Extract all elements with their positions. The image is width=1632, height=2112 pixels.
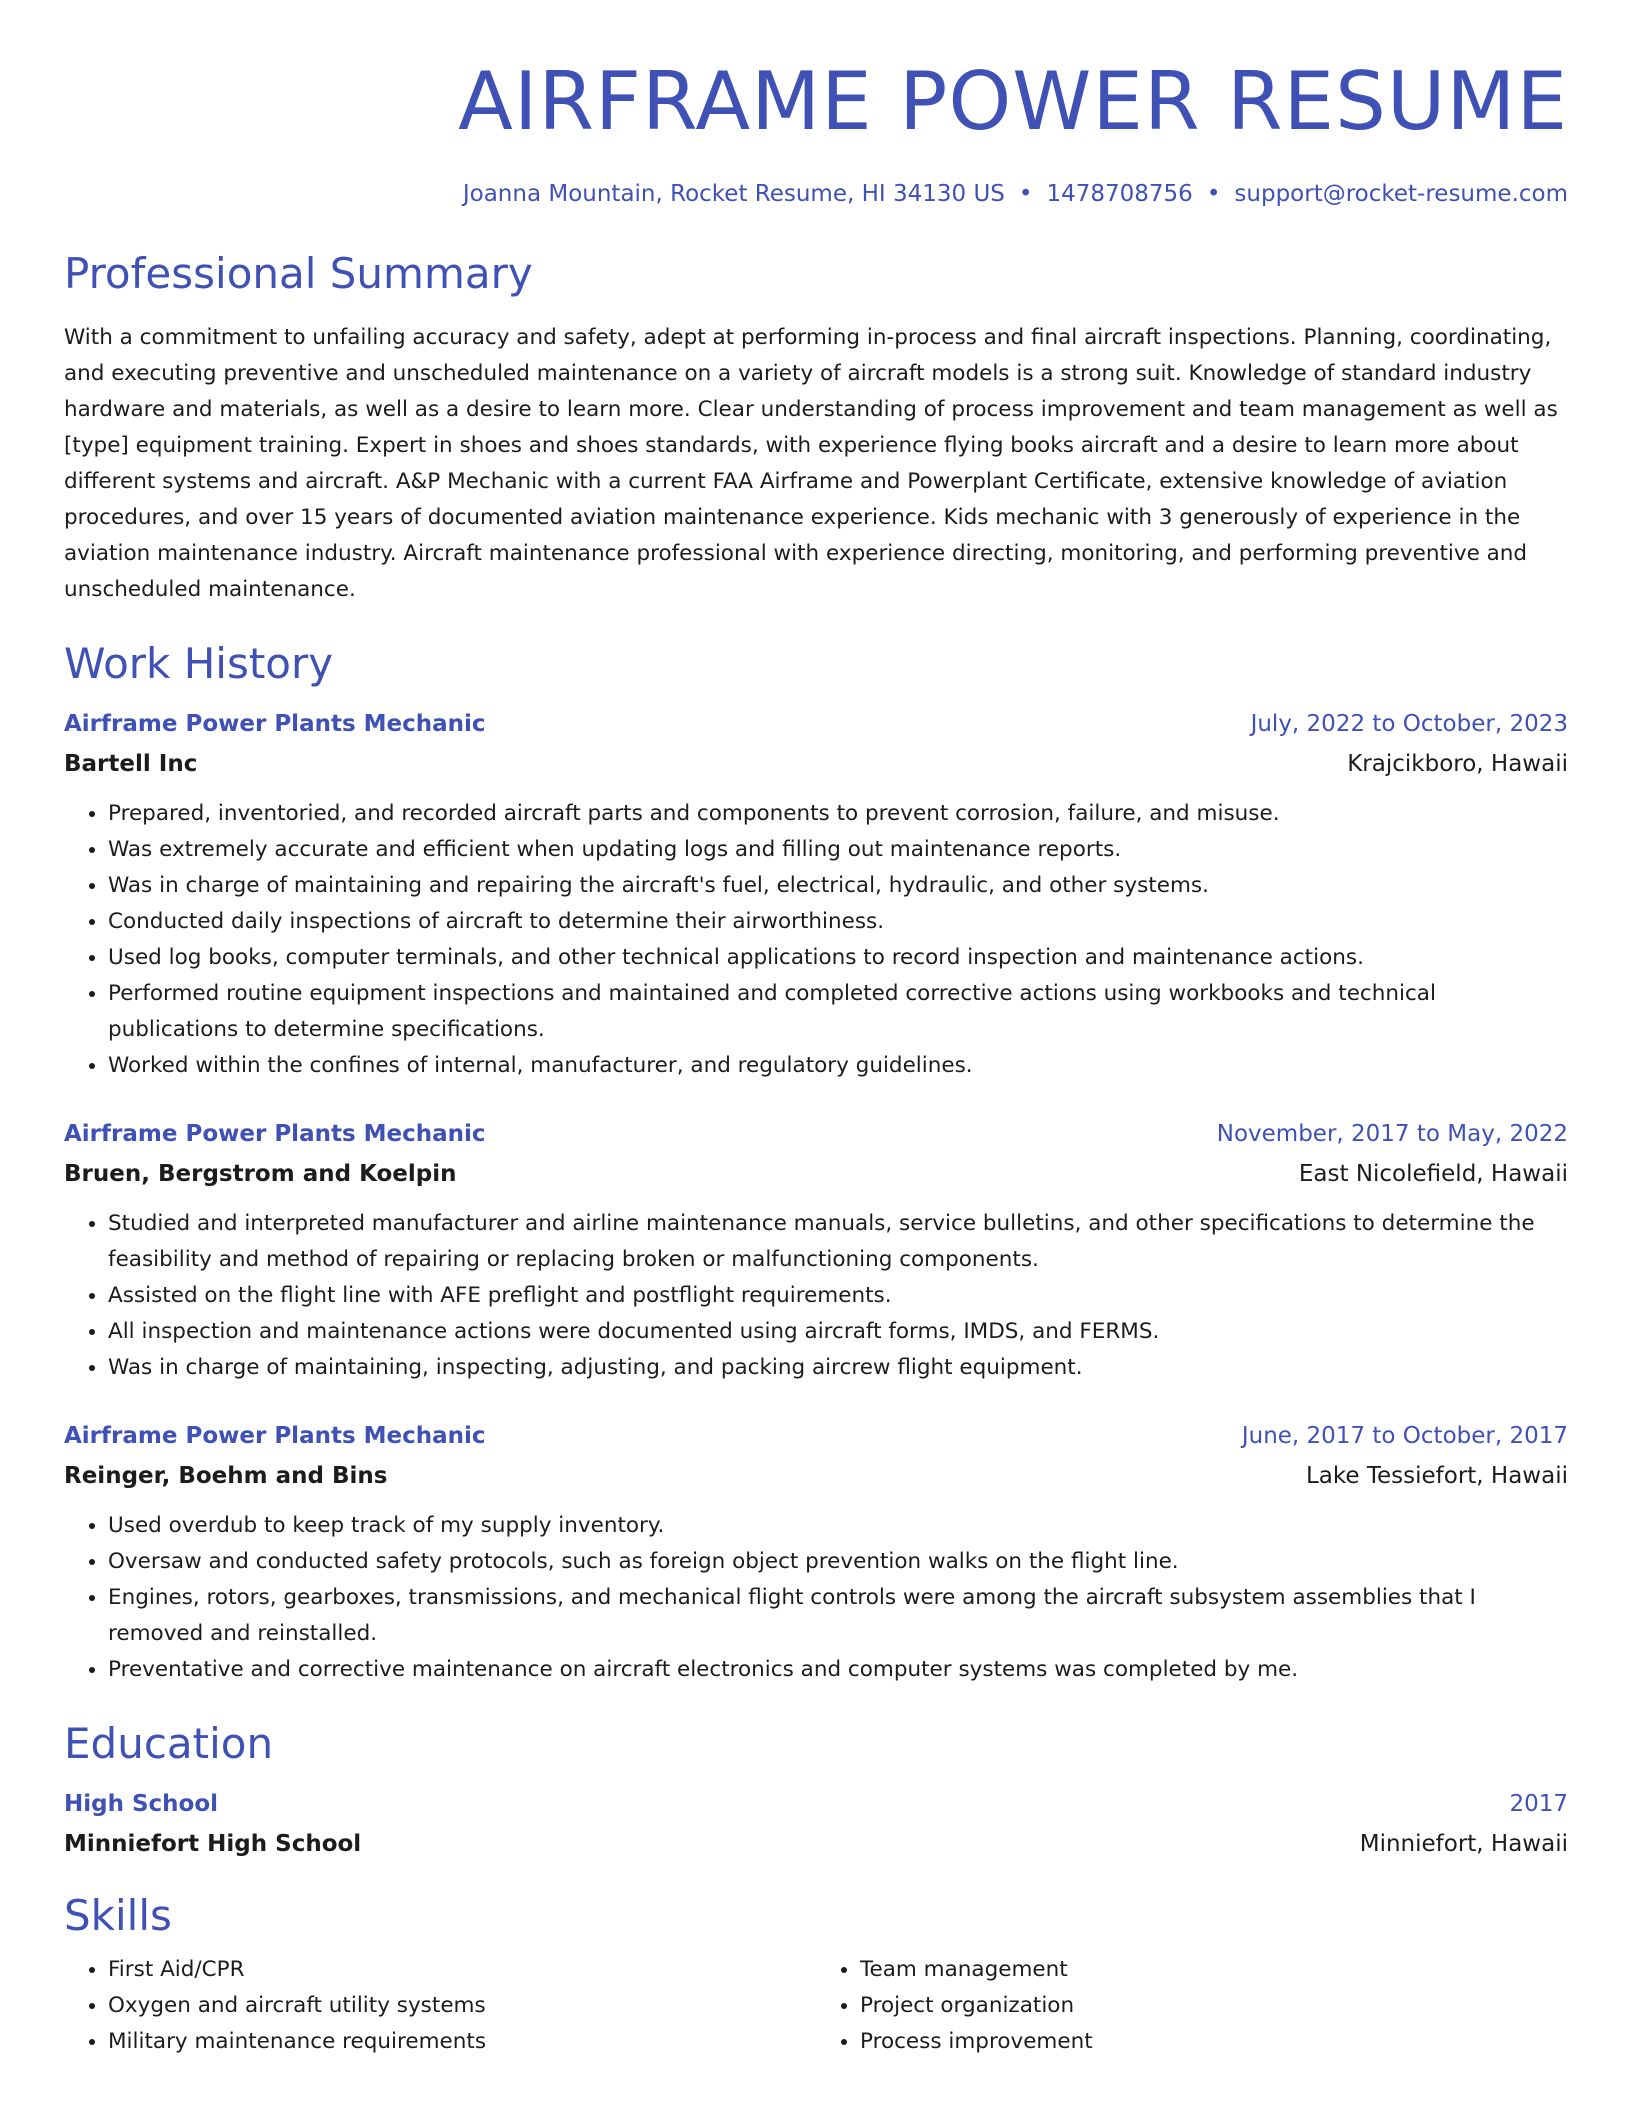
- job-duty-item: • All inspection and maintenance actions were documented using aircraft forms, IMDS, and FERMS.: [108, 1314, 1568, 1350]
- job-bottom-row: [64, 748, 1568, 780]
- job-duty-item: • Oversaw and conducted safety protocols, such as foreign object prevention walks on the flight line.: [108, 1544, 1568, 1580]
- resume-title: AIRFRAME POWER RESUME: [458, 55, 1568, 148]
- work-history-heading: Work History: [64, 639, 334, 688]
- skill-item: • Military maintenance requirements: [108, 2024, 816, 2060]
- skill-item: • Project organization: [860, 1988, 1568, 2024]
- education-location: Minniefort, Hawaii: [1359, 1831, 1568, 1857]
- job-duty-item: • Engines, rotors, gearboxes, transmissions, and mechanical flight controls were among the aircraft subsystem assemblies that I removed and reinstalled.: [108, 1580, 1568, 1652]
- education-degree: High School: [64, 1791, 219, 1817]
- job-location: Lake Tessiefort, Hawaii: [1305, 1463, 1568, 1489]
- job-duty-item: • Worked within the confines of internal, manufacturer, and regulatory guidelines.: [108, 1048, 1568, 1084]
- job-duty-item: • Conducted daily inspections of aircraft to determine their airworthiness.: [108, 904, 1568, 940]
- job-entry: [64, 1118, 1568, 1386]
- contact-address: Joanna Mountain, Rocket Resume, HI 34130 US: [462, 181, 1005, 207]
- job-duties: [64, 796, 1568, 1084]
- job-location: Krajcikboro, Hawaii: [1347, 751, 1568, 777]
- job-duty-item: • Used overdub to keep track of my supply inventory.: [108, 1508, 1568, 1544]
- contact-phone: 1478708756: [1046, 181, 1193, 207]
- skills-heading: Skills: [64, 1891, 172, 1940]
- job-title: Airframe Power Plants Mechanic: [64, 1423, 486, 1449]
- skill-item: • First Aid/CPR: [108, 1952, 816, 1988]
- skill-item: • Team management: [860, 1952, 1568, 1988]
- job-duty-item: • Used log books, computer terminals, and other technical applications to record inspection and maintenance actions.: [108, 940, 1568, 976]
- job-entry: [64, 708, 1568, 1084]
- skill-item: • Oxygen and aircraft utility systems: [108, 1988, 816, 2024]
- job-duty-item: • Studied and interpreted manufacturer and airline maintenance manuals, service bulletins, and other specifications to determine the feasibility and method of repairing or replacing broken or malfunctioning components.: [108, 1206, 1568, 1278]
- job-duties: [64, 1508, 1568, 1688]
- job-dates: June, 2017 to October, 2017: [1241, 1423, 1568, 1449]
- skill-item: • Process improvement: [860, 2024, 1568, 2060]
- skills-list: [64, 1952, 1568, 2060]
- education-entry: [64, 1788, 1568, 1860]
- job-company: Reinger, Boehm and Bins: [64, 1463, 388, 1489]
- job-duty-item: • Preventative and corrective maintenance on aircraft electronics and computer systems was completed by me.: [108, 1652, 1568, 1688]
- job-top-row: [64, 1420, 1568, 1452]
- contact-separator: •: [1018, 181, 1033, 207]
- job-top-row: [64, 1118, 1568, 1150]
- education-heading: Education: [64, 1719, 274, 1768]
- education-year: 2017: [1509, 1791, 1568, 1817]
- job-title: Airframe Power Plants Mechanic: [64, 1121, 486, 1147]
- job-duty-item: • Was in charge of maintaining and repairing the aircraft's fuel, electrical, hydraulic, and other systems.: [108, 868, 1568, 904]
- job-bottom-row: [64, 1460, 1568, 1492]
- job-company: Bruen, Bergstrom and Koelpin: [64, 1161, 457, 1187]
- contact-email[interactable]: support@rocket-resume.com: [1234, 181, 1568, 207]
- job-dates: November, 2017 to May, 2022: [1216, 1121, 1568, 1147]
- job-location: East Nicolefield, Hawaii: [1298, 1161, 1568, 1187]
- skills-column-right: [816, 1952, 1568, 2060]
- skills-column-left: [64, 1952, 816, 2060]
- job-duty-item: • Was extremely accurate and efficient when updating logs and filling out maintenance reports.: [108, 832, 1568, 868]
- education-school: Minniefort High School: [64, 1831, 362, 1857]
- job-top-row: [64, 708, 1568, 740]
- education-top-row: [64, 1788, 1568, 1820]
- job-entry: [64, 1420, 1568, 1688]
- job-title: Airframe Power Plants Mechanic: [64, 711, 486, 737]
- job-duty-item: • Prepared, inventoried, and recorded aircraft parts and components to prevent corrosion, failure, and misuse.: [108, 796, 1568, 832]
- job-duty-item: • Performed routine equipment inspections and maintained and completed corrective actions using workbooks and technical publications to determine specifications.: [108, 976, 1568, 1048]
- summary-heading: Professional Summary: [64, 249, 533, 298]
- job-duty-item: • Assisted on the flight line with AFE preflight and postflight requirements.: [108, 1278, 1568, 1314]
- summary-text: With a commitment to unfailing accuracy and safety, adept at performing in-process and final aircraft inspections. Planning, coordinating, and executing preventive and unscheduled maintenance on a variety of aircraft models is a strong suit. Knowledge of standard industry hardware and materials, as well as a desire to learn more. Clear understanding of process improvement and team management as well as [type] equipment training. Expert in shoes and shoes standards, with experience flying books aircraft and a desire to learn more about different systems and aircraft. A&P Mechanic with a current FAA Airframe and Powerplant Certificate, extensive knowledge of aviation procedures, and over 15 years of documented aviation maintenance experience. Kids mechanic with 3 generously of experience in the aviation maintenance industry. Aircraft maintenance professional with experience directing, monitoring, and performing preventive and unscheduled maintenance.: [64, 325, 1558, 602]
- job-duties: [64, 1206, 1568, 1386]
- contact-separator: •: [1206, 181, 1221, 207]
- contact-line: [64, 178, 1568, 210]
- job-dates: July, 2022 to October, 2023: [1250, 711, 1568, 737]
- job-company: Bartell Inc: [64, 751, 198, 777]
- education-bottom-row: [64, 1828, 1568, 1860]
- work-history-list: [64, 708, 1568, 1688]
- job-duty-item: • Was in charge of maintaining, inspecting, adjusting, and packing aircrew flight equipment.: [108, 1350, 1568, 1386]
- job-bottom-row: [64, 1158, 1568, 1190]
